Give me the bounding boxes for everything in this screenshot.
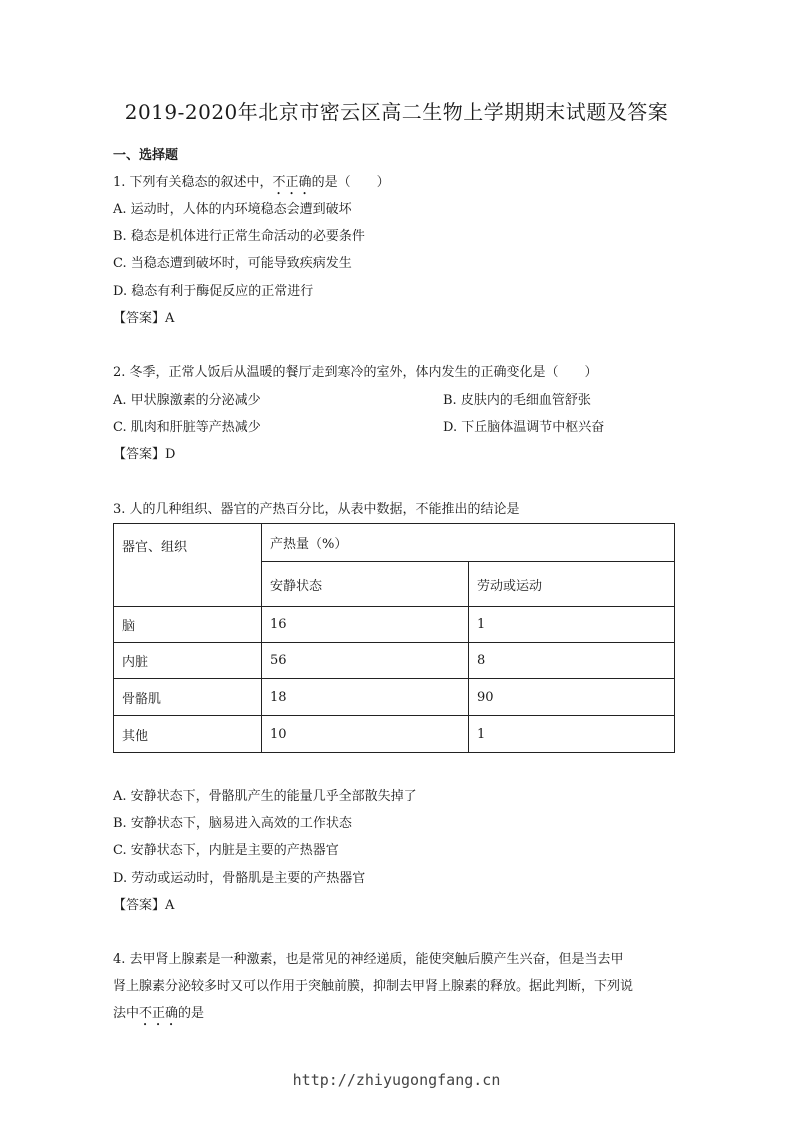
table-cell-organ: 内脏 xyxy=(114,643,262,679)
table-cell-active: 8 xyxy=(469,643,675,679)
question-2-option-c: C. 肌肉和肝脏等产热减少 xyxy=(113,420,261,435)
table-header-organ: 器官、组织 xyxy=(114,524,262,607)
table-cell-organ: 骨骼肌 xyxy=(114,679,262,716)
question-2-option-a: A. 甲状腺激素的分泌减少 xyxy=(113,393,261,408)
table-header-active: 劳动或运动 xyxy=(469,562,675,607)
question-1-emphasis: 不正确 xyxy=(272,175,312,190)
question-2-option-b: B. 皮肤内的毛细血管舒张 xyxy=(443,393,591,408)
question-1-option-b: B. 稳态是机体进行正常生命活动的必要条件 xyxy=(113,229,365,244)
question-1-stem-pre: 1. 下列有关稳态的叙述中， xyxy=(113,175,273,190)
question-1-option-c: C. 当稳态遭到破坏时，可能导致疾病发生 xyxy=(113,256,352,271)
table-row xyxy=(114,716,675,753)
heat-production-table xyxy=(113,523,675,753)
table-header-heat: 产热量（%） xyxy=(262,524,675,562)
question-4-line-3-pre: 法中 xyxy=(113,1006,140,1021)
question-3-option-c: C. 安静状态下，内脏是主要的产热器官 xyxy=(113,843,339,858)
question-2-option-d: D. 下丘脑体温调节中枢兴奋 xyxy=(443,420,605,435)
table-cell-rest: 18 xyxy=(262,679,469,716)
question-4-line-2: 肾上腺素分泌较多时又可以作用于突触前膜，抑制去甲肾上腺素的释放。据此判断，下列说 xyxy=(113,979,634,994)
question-1-option-a: A. 运动时，人体的内环境稳态会遭到破坏 xyxy=(113,202,352,217)
table-cell-rest: 16 xyxy=(262,607,469,643)
question-3-option-b: B. 安静状态下，脑易进入高效的工作状态 xyxy=(113,816,352,831)
question-4-line-3 xyxy=(113,1002,204,1029)
question-2-stem: 2. 冬季，正常人饭后从温暖的餐厅走到寒冷的室外，体内发生的正确变化是（ ） xyxy=(113,365,598,380)
table-header-row xyxy=(114,524,675,562)
table-cell-rest: 10 xyxy=(262,716,469,753)
question-1-answer: 【答案】A xyxy=(113,311,175,326)
question-3-option-a: A. 安静状态下，骨骼肌产生的能量几乎全部散失掉了 xyxy=(113,789,417,804)
table-row xyxy=(114,607,675,643)
table-row xyxy=(114,643,675,679)
table-cell-active: 1 xyxy=(469,716,675,753)
question-3-answer: 【答案】A xyxy=(113,898,175,913)
document-title: 2019-2020年北京市密云区高二生物上学期期末试题及答案 xyxy=(124,100,669,124)
question-1-stem-post: 的是（ ） xyxy=(311,175,390,190)
question-1-option-d: D. 稳态有利于酶促反应的正常进行 xyxy=(113,284,314,299)
question-4-line-1: 4. 去甲肾上腺素是一种激素，也是常见的神经递质，能使突触后膜产生兴奋，但是当去甲 xyxy=(113,952,624,967)
table-cell-organ: 其他 xyxy=(114,716,262,753)
table-cell-rest: 56 xyxy=(262,643,469,679)
table-header-rest: 安静状态 xyxy=(262,562,469,607)
question-4-line-3-post: 的是 xyxy=(178,1006,205,1021)
table-cell-active: 90 xyxy=(469,679,675,716)
question-3-stem: 3. 人的几种组织、器官的产热百分比，从表中数据，不能推出的结论是 xyxy=(113,502,520,517)
question-3-option-d: D. 劳动或运动时，骨骼肌是主要的产热器官 xyxy=(113,871,366,886)
section-heading: 一、选择题 xyxy=(113,148,179,163)
table-cell-organ: 脑 xyxy=(114,607,262,643)
footer-url: http://zhiyugongfang.cn xyxy=(292,1071,501,1089)
question-4-emphasis: 不正确 xyxy=(139,1006,179,1021)
question-2-answer: 【答案】D xyxy=(113,447,176,462)
table-cell-active: 1 xyxy=(469,607,675,643)
question-1-stem xyxy=(113,171,390,198)
table-row xyxy=(114,679,675,716)
